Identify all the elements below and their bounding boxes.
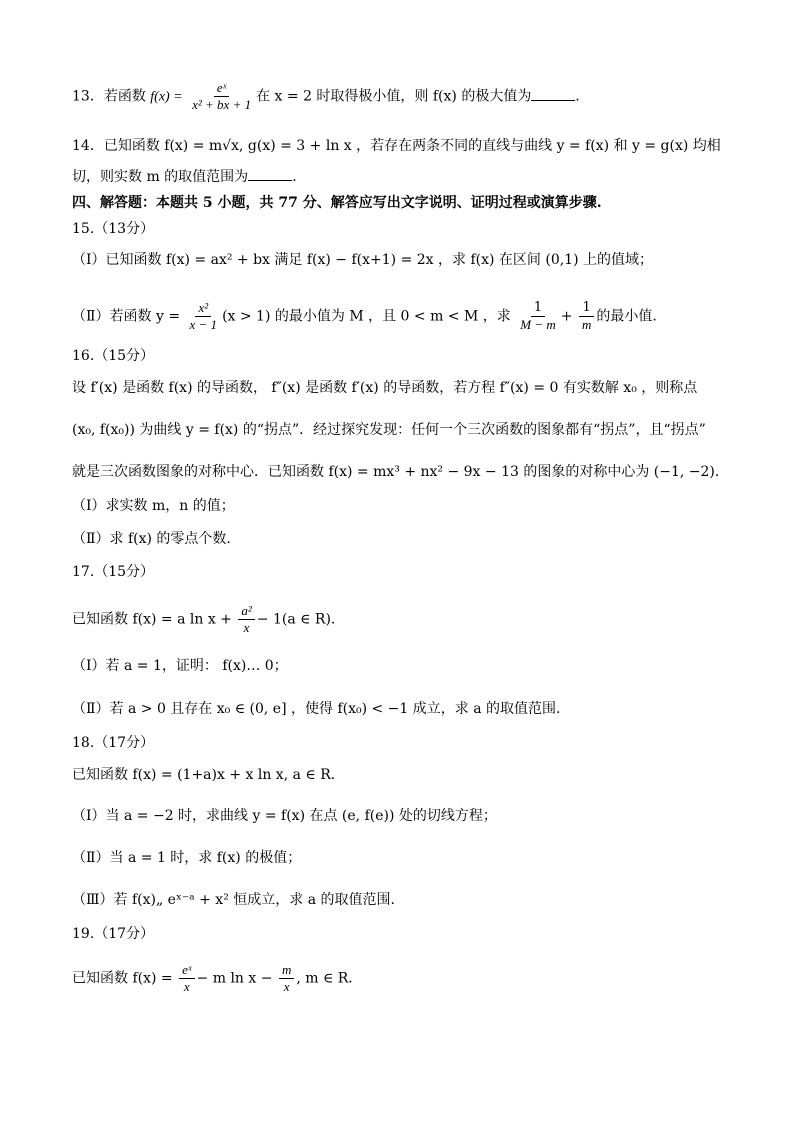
q16-line3: 就是三次函数图象的对称中心．已知函数 f(x) = mx³ + nx² − 9x − 13 的图象的对称中心为 (−1, −2)． <box>72 464 729 480</box>
q19-frac1-denominator: x <box>183 979 190 994</box>
q16-header: 16.（15分） <box>72 348 155 364</box>
q19-definition <box>72 962 362 995</box>
q17-numerator: a² <box>238 603 254 620</box>
q16-line2: (x₀, f(x₀)) 为曲线 y = f(x) 的“拐点”．经过探究发现：任何一个三次函数的图象都有“拐点”，且“拐点” <box>72 422 706 438</box>
q15-part2 <box>72 300 657 333</box>
q13-lhs: f(x) = <box>150 89 183 105</box>
q15-frac1-numerator: 1 <box>531 300 545 317</box>
q19-header: 19.（17分） <box>72 926 155 942</box>
q13-mid: 在 x = 2 时取得极小值，则 f(x) 的极大值为 <box>256 88 532 105</box>
q15-plus: + <box>560 308 573 325</box>
q13-answer-blank[interactable] <box>531 86 575 101</box>
q13-pre: 若函数 <box>103 88 151 105</box>
q18-part1: （Ⅰ）当 a = −2 时，求曲线 y = f(x) 在点 (e, f(e)) 处的切线方程； <box>72 808 497 824</box>
q15-part1: （Ⅰ）已知函数 f(x) = ax² + bx 满足 f(x) − f(x+1) = 2x ，求 f(x) 在区间 (0,1) 上的值域； <box>72 252 653 268</box>
q15-part2-end: 的最小值. <box>596 308 657 325</box>
q17-def-end: − 1(a ∈ R). <box>256 611 336 628</box>
q19-def-end: , m ∈ R． <box>296 970 363 987</box>
q15-header: 15.（13分） <box>72 221 155 237</box>
q15-y-numerator: x² <box>195 300 211 317</box>
q13-end: ． <box>575 88 590 105</box>
question-14-line1: 14．已知函数 f(x) = m√x, g(x) = 3 + ln x ，若存在两条不同的直线与曲线 y = f(x) 和 y = g(x) 均相 <box>72 138 721 154</box>
q18-part3: （Ⅲ）若 f(x)„ eˣ⁻ᵃ + x² 恒成立，求 a 的取值范围. <box>72 892 395 908</box>
q19-frac2-numerator: m <box>279 962 294 979</box>
q16-line1: 设 f′(x) 是函数 f(x) 的导函数， f″(x) 是函数 f′(x) 的导函数，若方程 f″(x) = 0 有实数解 x₀ ，则称点 <box>72 380 698 396</box>
q18-definition: 已知函数 f(x) = (1+a)x + x ln x, a ∈ R． <box>72 767 345 783</box>
q15-fraction-y <box>187 300 221 333</box>
q13-fraction <box>189 80 254 113</box>
q15-fraction-2 <box>579 300 594 333</box>
q18-header: 18.（17分） <box>72 735 155 751</box>
q19-frac2-denominator: x <box>283 979 290 994</box>
q16-part1: （Ⅰ）求实数 m，n 的值； <box>72 498 235 514</box>
q15-frac2-denominator: m <box>581 317 592 332</box>
q13-denominator: x² + bx + 1 <box>192 97 252 112</box>
q17-def-pre: 已知函数 f(x) = a ln x + <box>72 611 232 628</box>
q17-denominator: x <box>243 620 250 635</box>
q17-fraction <box>238 603 254 636</box>
q13-numerator: eˣ <box>214 80 229 97</box>
q18-part2: （Ⅱ）当 a = 1 时，求 f(x) 的极值； <box>72 850 302 866</box>
q19-fraction-2 <box>279 962 294 995</box>
q17-part1: （Ⅰ）若 a = 1，证明： f(x)… 0； <box>72 658 288 674</box>
q13-number: 13． <box>72 88 104 105</box>
question-14-line2 <box>72 166 297 187</box>
q19-fraction-1 <box>179 962 194 995</box>
q15-frac2-numerator: 1 <box>579 300 593 317</box>
q19-def-mid: − m ln x − <box>196 970 273 987</box>
q17-header: 17.（15分） <box>72 564 155 580</box>
q17-part2: （Ⅱ）若 a > 0 且存在 x₀ ∈ (0, e] ，使得 f(x₀) < −1 成立，求 a 的取值范围. <box>72 701 561 717</box>
q15-part2-mid: (x > 1) 的最小值为 M ，且 0 < m < M ，求 <box>222 308 511 325</box>
q14-line2-text: 切，则实数 m 的取值范围为 <box>72 169 249 185</box>
q17-definition <box>72 603 335 636</box>
q14-answer-blank[interactable] <box>248 166 292 181</box>
q19-frac1-numerator: eˣ <box>179 962 194 979</box>
q15-frac1-denominator: M − m <box>520 317 556 332</box>
section-4-heading: 四、解答题：本题共 5 小题，共 77 分、解答应写出文字说明、证明过程或演算步骤. <box>72 195 602 211</box>
q19-def-pre: 已知函数 f(x) = <box>72 970 173 987</box>
question-13 <box>72 80 589 113</box>
q16-part2: （Ⅱ）求 f(x) 的零点个数. <box>72 531 231 547</box>
q15-fraction-1 <box>517 300 559 333</box>
q15-y-denominator: x − 1 <box>189 317 218 332</box>
q15-part2-pre: （Ⅱ）若函数 y = <box>72 308 181 325</box>
q14-end: . <box>292 169 297 185</box>
